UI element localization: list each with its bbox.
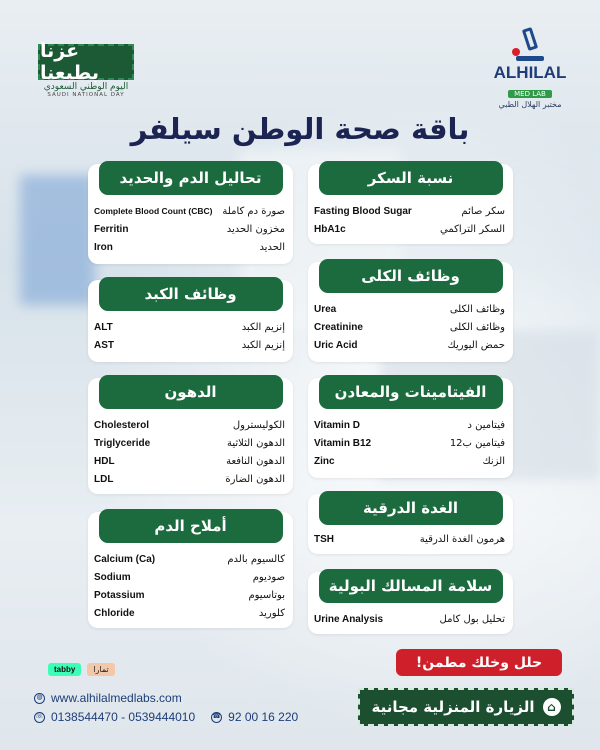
list-item: Chloride كلوريد xyxy=(94,607,285,619)
lab-name: ALHILAL xyxy=(493,63,567,82)
card-kidney xyxy=(308,262,513,362)
tabby-logo: tabby xyxy=(48,663,81,676)
list-item: Fasting Blood Sugar سكر صائم xyxy=(314,205,505,217)
card-title: أملاح الدم xyxy=(99,509,283,543)
saudi-arabic-label: اليوم الوطني السعودي xyxy=(43,82,129,92)
card-title: وظائف الكلى xyxy=(319,259,503,293)
lab-arabic-name: مختبر الهلال الطبي xyxy=(498,100,562,109)
phone-number[interactable]: 92 00 16 220 xyxy=(228,710,299,724)
list-item: Creatinine وظائف الكلى xyxy=(314,321,505,333)
list-item: Cholesterol الكوليسترول xyxy=(94,419,285,431)
card-lipids xyxy=(88,378,293,494)
card-vitamins xyxy=(308,378,513,478)
whatsapp-icon: ☏ xyxy=(34,712,45,723)
card-sugar xyxy=(308,164,513,244)
list-item: HbA1c السكر التراكمي xyxy=(314,223,505,235)
list-item: Urine Analysis تحليل بول كامل xyxy=(314,613,505,625)
card-title: نسبة السكر xyxy=(319,161,503,195)
card-title: تحاليل الدم والحديد xyxy=(99,161,283,195)
lab-sub: MED LAB xyxy=(508,90,552,98)
list-item: Vitamin D فيتامين د xyxy=(314,419,505,431)
alhilal-lab-logo xyxy=(480,28,580,109)
website-contact[interactable] xyxy=(34,691,182,705)
card-urinary xyxy=(308,572,513,634)
card-title: الدهون xyxy=(99,375,283,409)
card-title: الفيتامينات والمعادن xyxy=(319,375,503,409)
list-item: Zinc الزنك xyxy=(314,455,505,467)
list-item: TSH هرمون الغدة الدرقية xyxy=(314,533,505,545)
list-item: Iron الحديد xyxy=(94,241,285,253)
tamara-logo: تمارا xyxy=(87,663,114,676)
list-item: ALT إنزيم الكبد xyxy=(94,321,285,333)
background-window xyxy=(20,175,95,305)
globe-icon: ◍ xyxy=(34,693,45,704)
home-icon: ⌂ xyxy=(543,698,561,716)
card-thyroid xyxy=(308,494,513,554)
list-item: Ferritin مخزون الحديد xyxy=(94,223,285,235)
list-item: Triglyceride الدهون الثلاثية xyxy=(94,437,285,449)
card-blood-iron xyxy=(88,164,293,264)
home-visit-label: الزيارة المنزلية مجانية xyxy=(371,698,535,716)
payment-logos xyxy=(48,663,115,676)
whatsapp-numbers[interactable]: 0138544470 - 0539444010 xyxy=(51,710,196,724)
card-title: الغدة الدرقية xyxy=(319,491,503,525)
phone-contacts xyxy=(34,710,298,724)
phone-icon: ☎ xyxy=(211,712,222,723)
list-item: Complete Blood Count (CBC) صورة دم كاملة xyxy=(94,205,285,217)
list-item: Vitamin B12 فيتامين ب12 xyxy=(314,437,505,449)
tagline-banner: حلل وخلك مطمن! xyxy=(396,649,562,676)
list-item: Uric Acid حمض اليوريك xyxy=(314,339,505,351)
saudi-national-day-logo xyxy=(38,40,134,102)
list-item: LDL الدهون الضارة xyxy=(94,473,285,485)
package-title: باقة صحة الوطن سيلفر xyxy=(130,112,470,146)
microscope-icon xyxy=(510,28,550,64)
list-item: AST إنزيم الكبد xyxy=(94,339,285,351)
saudi-badge: عزنا بطبعنا xyxy=(38,44,134,80)
card-blood-salts xyxy=(88,512,293,628)
home-visit-banner xyxy=(358,688,574,726)
list-item: Calcium (Ca) كالسيوم بالدم xyxy=(94,553,285,565)
list-item: Potassium بوتاسيوم xyxy=(94,589,285,601)
list-item: Sodium صوديوم xyxy=(94,571,285,583)
card-liver xyxy=(88,280,293,362)
list-item: HDL الدهون النافعة xyxy=(94,455,285,467)
card-title: سلامة المسالك البولية xyxy=(319,569,503,603)
card-title: وظائف الكبد xyxy=(99,277,283,311)
website-link[interactable]: www.alhilalmedlabs.com xyxy=(51,691,182,705)
list-item: Urea وظائف الكلى xyxy=(314,303,505,315)
saudi-english-label: SAUDI NATIONAL DAY xyxy=(47,92,125,98)
